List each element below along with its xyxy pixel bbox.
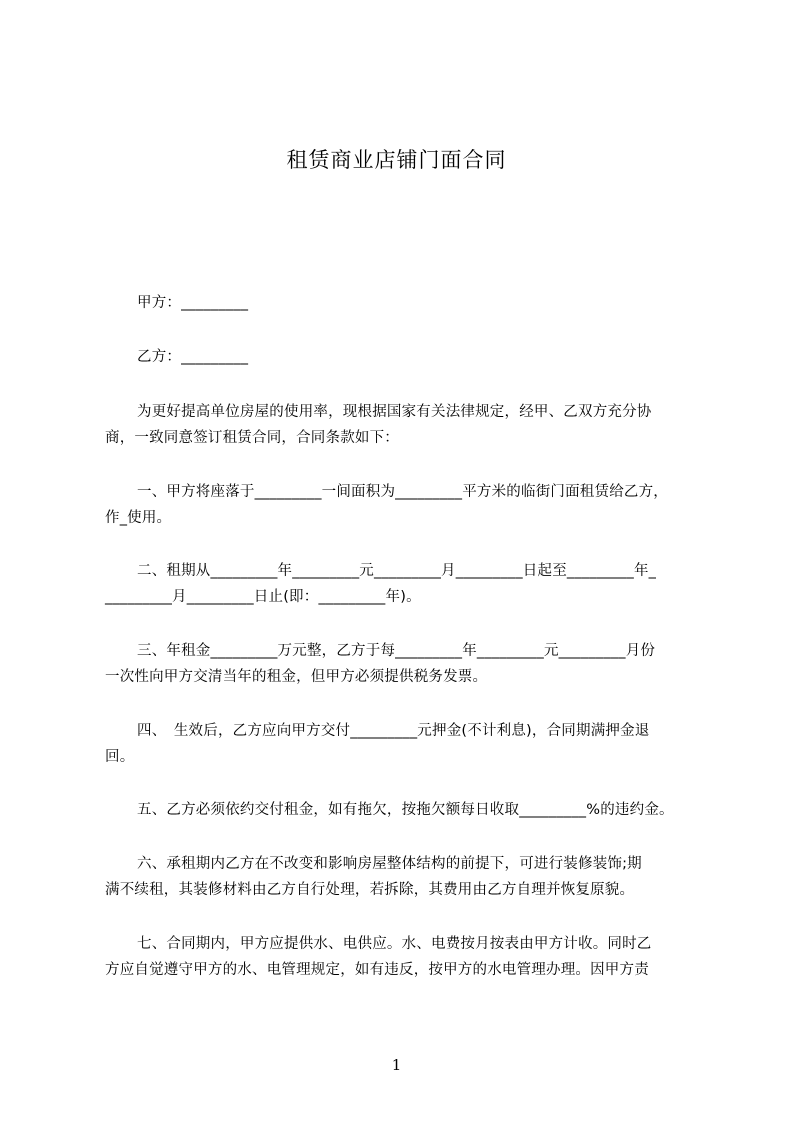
preamble-line-1: 为更好提高单位房屋的使用率，现根据国家有关法律规定，经甲、乙双方充分协: [137, 404, 652, 420]
page-number: 1: [391, 1056, 402, 1074]
clause-1-line-1: 一、甲方将座落于_________一间面积为_________平方米的临街门面租赁给乙方，: [137, 484, 668, 500]
clause-7-line-2: 方应自觉遵守甲方的水、电管理规定，如有违反，按甲方的水电管理办理。因甲方责: [105, 962, 649, 978]
clause-1-line-2: 作_使用。: [105, 510, 172, 526]
party-a-line: 甲方：_________: [137, 295, 249, 311]
clause-2-line-1: 二、租期从_________年_________元_________月_________日起至_________年_: [137, 563, 657, 579]
clause-2-line-2: _________月_________日止(即：_________年)。: [105, 589, 421, 605]
clause-3-line-2: 一次性向甲方交清当年的租金，但甲方必须提供税务发票。: [105, 669, 488, 685]
clause-7-line-1: 七、合同期内，甲方应提供水、电供应。水、电费按月按表由甲方计收。同时乙: [137, 936, 652, 952]
party-b-line: 乙方：_________: [137, 349, 249, 365]
clause-6-line-1: 六、承租期内乙方在不改变和影响房屋整体结构的前提下，可进行装修装饰;期: [137, 856, 642, 872]
clause-5-line-1: 五、乙方必须依约交付租金，如有拖欠，按拖欠额每日收取_________%的违约金。: [137, 802, 674, 818]
clause-6-line-2: 满不续租，其装修材料由乙方自行处理，若拆除，其费用由乙方自理并恢复原貌。: [105, 882, 635, 898]
clause-4-line-2: 回。: [105, 749, 135, 765]
clause-3-line-1: 三、年租金_________万元整，乙方于每_________年_________元_________月份: [137, 643, 656, 659]
preamble-line-2: 商，一致同意签订租赁合同，合同条款如下：: [105, 430, 399, 446]
clause-4-line-1: 四、 生效后，乙方应向甲方交付_________元押金(不计利息)，合同期满押金退: [137, 723, 650, 739]
document-title: 租赁商业店铺门面合同: [286, 148, 507, 172]
